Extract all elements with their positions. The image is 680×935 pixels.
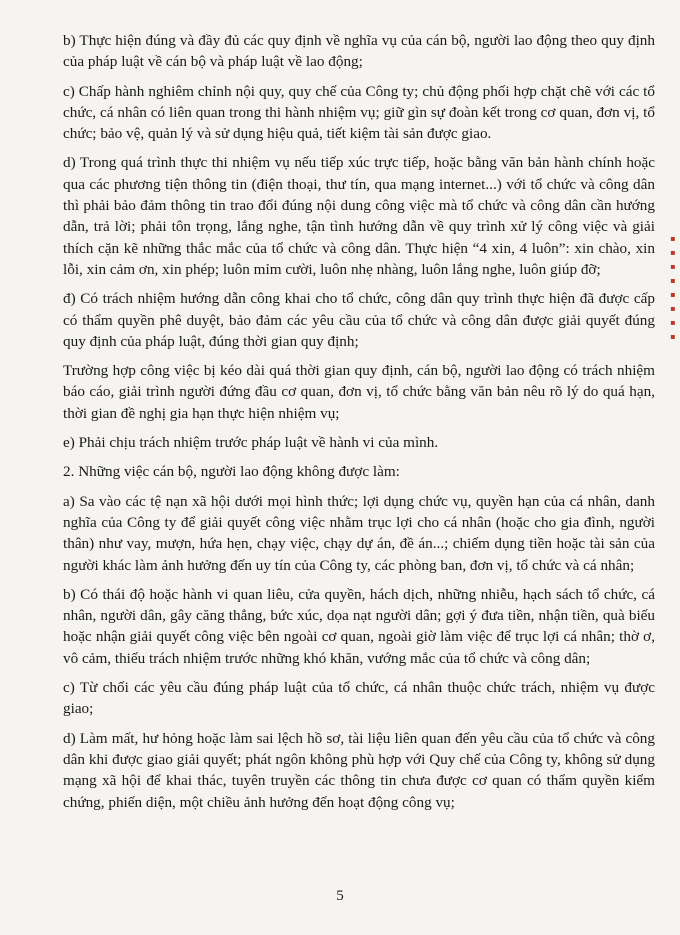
paragraph-overdue-case: Trường hợp công việc bị kéo dài quá thời gian quy định, cán bộ, người lao động có trách nhiệm báo cáo, giải trình người đứng đầu cơ quan, đơn vị, tổ chức bằng văn bản nêu rõ lý do quá hạn, thời gian đề nghị gia hạn thực hiện nhiệm vụ; xyxy=(63,362,655,422)
edge-mark-glyph: ▪ xyxy=(670,318,676,327)
edge-mark-glyph: ▪ xyxy=(670,332,676,341)
page-number: 5 xyxy=(336,888,344,904)
edge-mark-glyph: ▪ xyxy=(670,304,676,313)
paragraph-a-social-evils: a) Sa vào các tệ nạn xã hội dưới mọi hình thức; lợi dụng chức vụ, quyền hạn của cá nhân, danh nghĩa của Công ty để giải quyết công việc nhằm trục lợi cho cá nhân (hoặc cho gia đình, người thân) như vay, mượn, hứa hẹn, chạy việc, chạy dự án, đề án...; chiếm dụng tiền hoặc tài sản của người khác làm ảnh hưởng đến uy tín của Công ty, các phòng ban, đơn vị, tổ chức và cá nhân; xyxy=(63,492,655,574)
section-heading-prohibitions: 2. Những việc cán bộ, người lao động không được làm: xyxy=(63,463,400,481)
paragraph-d-records: d) Làm mất, hư hỏng hoặc làm sai lệch hồ sơ, tài liệu liên quan đến yêu cầu của tổ chức và công dân khi được giao giải quyết; phát ngôn không phù hợp với Quy chế của Công ty, không sử dụng mạng xã hội để khai thác, tuyên truyền các thông tin chưa được cơ quan có thẩm quyền kiểm chứng, phiến diện, một chiều ảnh hưởng đến hoạt động công vụ; xyxy=(63,729,655,811)
binding-edge-marks xyxy=(668,232,678,344)
edge-mark-glyph: ▪ xyxy=(670,262,676,271)
body-text xyxy=(63,30,655,821)
paragraph-c-refusal: c) Từ chối các yêu cầu đúng pháp luật của tổ chức, cá nhân thuộc chức trách, nhiệm vụ được giao; xyxy=(63,679,655,718)
paragraph-dd-public-guidance: đ) Có trách nhiệm hướng dẫn công khai cho tổ chức, công dân quy trình thực hiện đã được cấp có thẩm quyền phê duyệt, bảo đảm các yêu cầu của tổ chức và công dân được giải quyết đúng quy định của pháp luật, đúng thời gian quy định; xyxy=(63,290,655,350)
paragraph-c-comply-rules: c) Chấp hành nghiêm chỉnh nội quy, quy chế của Công ty; chủ động phối hợp chặt chẽ với các tổ chức, cá nhân có liên quan trong thi hành nhiệm vụ; giữ gìn sự đoàn kết trong cơ quan, đơn vị, tổ chức; bảo vệ, quản lý và sử dụng hiệu quả, tiết kiệm tài sản được giao. xyxy=(63,82,655,143)
paragraph-e-responsibility: e) Phải chịu trách nhiệm trước pháp luật về hành vi của mình. xyxy=(63,434,439,452)
edge-mark-glyph: ▪ xyxy=(670,276,676,285)
paragraph-d-communication: d) Trong quá trình thực thi nhiệm vụ nếu tiếp xúc trực tiếp, hoặc bằng văn bản hành chính hoặc qua các phương tiện thông tin (điện thoại, thư tín, qua mạng internet...) với tổ chức và công dân thì phải bảo đảm thông tin trao đổi đúng nội dung công việc mà tổ chức và công dân cần hướng dẫn, trả lời; phải tôn trọng, lắng nghe, tận tình hướng dẫn về quy trình xử lý công việc và giải thích cặn kẽ những thắc mắc của tổ chức và công dân. Thực hiện “4 xin, 4 luôn”: xin chào, xin lỗi, xin cảm ơn, xin phép; luôn mỉm cười, luôn nhẹ nhàng, luôn lắng nghe, luôn giúp đỡ; xyxy=(63,154,655,278)
paragraph-b-bureaucracy: b) Có thái độ hoặc hành vi quan liêu, cửa quyền, hách dịch, những nhiễu, hạch sách tổ chức, cá nhân, người dân, gây căng thẳng, bức xúc, dọa nạt người dân; gợi ý đưa tiền, nhận tiền, quà biếu hoặc nhận giải quyết công việc bên ngoài cơ quan, ngoài giờ làm việc để trục lợi cá nhân; thờ ơ, vô cảm, thiếu trách nhiệm trước những khó khăn, vướng mắc của tổ chức và công dân; xyxy=(63,585,655,667)
paragraph-b-obligations: b) Thực hiện đúng và đầy đủ các quy định về nghĩa vụ của cán bộ, người lao động theo quy định của pháp luật về cán bộ và pháp luật về lao động; xyxy=(63,32,655,71)
edge-mark-glyph: ▪ xyxy=(670,290,676,299)
edge-mark-glyph: ▪ xyxy=(670,248,676,257)
edge-mark-glyph: ▪ xyxy=(670,234,676,243)
